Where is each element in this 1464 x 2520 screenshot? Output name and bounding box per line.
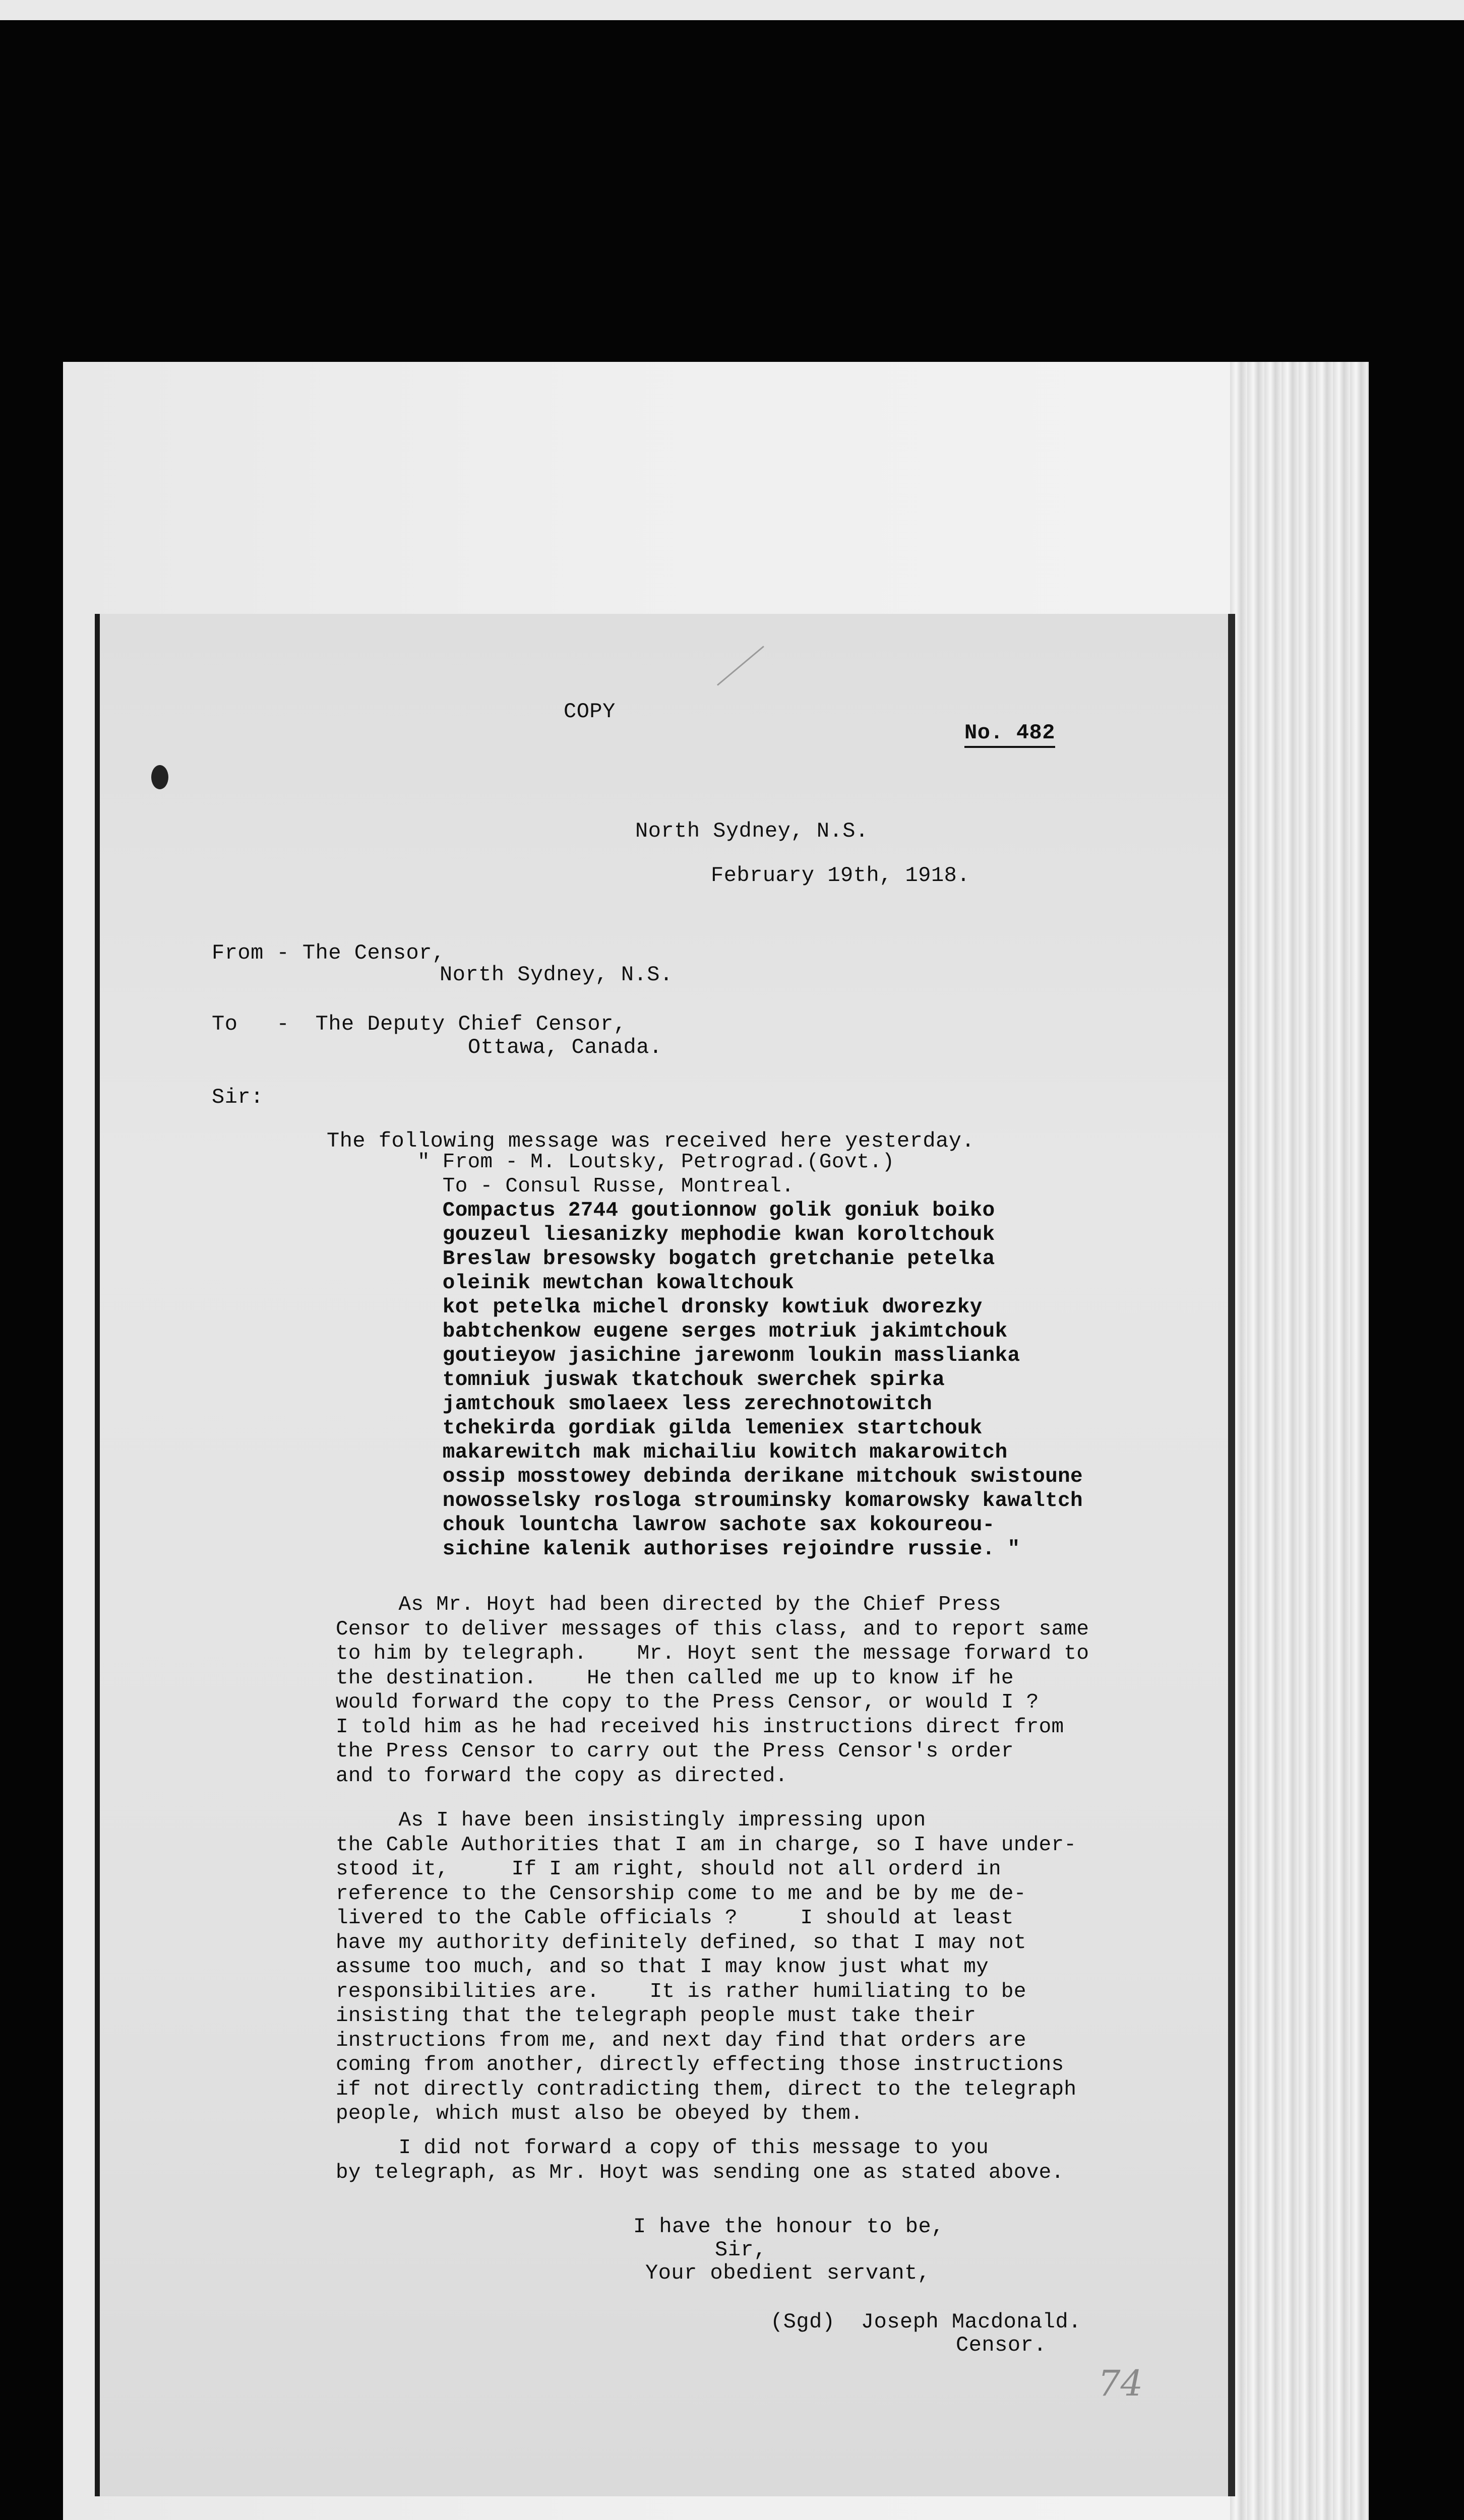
from-line: From - The Censor, bbox=[212, 941, 445, 965]
to-line: To - The Deputy Chief Censor, bbox=[212, 1012, 627, 1036]
paragraph-line: coming from another, directly effecting those instructions bbox=[336, 2053, 1064, 2076]
document-number: No. 482 bbox=[964, 721, 1055, 745]
paragraph-line: to him by telegraph. Mr. Hoyt sent the message forward to bbox=[336, 1642, 1089, 1665]
paragraph-line: insisting that the telegraph people must take their bbox=[336, 2004, 977, 2028]
paragraph-line: I told him as he had received his instructions direct from bbox=[336, 1715, 1064, 1739]
copy-label: COPY bbox=[564, 700, 616, 724]
punch-hole bbox=[151, 765, 168, 789]
paragraph-line: livered to the Cable officials ? I should at least bbox=[336, 1907, 1014, 1930]
message-line: chouk lountcha lawrow sachote sax kokoureou- bbox=[417, 1514, 995, 1537]
paragraph-line: Censor to deliver messages of this class, and to report same bbox=[336, 1617, 1089, 1641]
paragraph-line: stood it, If I am right, should not all orderd in bbox=[336, 1858, 1001, 1881]
message-line: kot petelka michel dronsky kowtiuk dworezky bbox=[417, 1296, 983, 1319]
paragraph-line: people, which must also be obeyed by them. bbox=[336, 2102, 863, 2125]
letter-page bbox=[95, 614, 1235, 2496]
message-line: gouzeul liesanizky mephodie kwan koroltchouk bbox=[417, 1223, 995, 1246]
message-line: sichine kalenik authorises rejoindre russie. " bbox=[417, 1538, 1020, 1561]
salutation: Sir: bbox=[212, 1085, 264, 1109]
film-top-strip bbox=[0, 0, 1464, 20]
paragraph-line: As Mr. Hoyt had been directed by the Chief Press bbox=[336, 1593, 1001, 1616]
message-line: goutieyow jasichine jarewonm loukin masslianka bbox=[417, 1344, 1020, 1367]
paragraph-line: would forward the copy to the Press Censor, or would I ? bbox=[336, 1691, 1039, 1714]
paragraph-line: I did not forward a copy of this message to you bbox=[336, 2136, 989, 2160]
message-line: jamtchouk smolaeex less zerechnotowitch bbox=[417, 1393, 933, 1416]
signature-title: Censor. bbox=[956, 2333, 1047, 2357]
paragraph-line: the destination. He then called me up to know if he bbox=[336, 1666, 1014, 1690]
to-address: Ottawa, Canada. bbox=[468, 1035, 662, 1059]
paragraph-line: reference to the Censorship come to me and be by me de- bbox=[336, 1882, 1026, 1906]
handwritten-page-number: 74 bbox=[1098, 2363, 1143, 2404]
signature: (Sgd) Joseph Macdonald. bbox=[770, 2310, 1081, 2334]
letter-place: North Sydney, N.S. bbox=[635, 819, 869, 843]
paragraph-line: the Press Censor to carry out the Press Censor's order bbox=[336, 1740, 1014, 1763]
intro-line: The following message was received here yesterday. bbox=[327, 1129, 975, 1153]
closing-sir: Sir, bbox=[715, 2238, 767, 2262]
message-line: tomniuk juswak tkatchouk swerchek spirka bbox=[417, 1368, 945, 1392]
message-line: ossip mosstowey debinda derikane mitchouk swistoune bbox=[417, 1465, 1083, 1488]
paragraph-line: have my authority definitely defined, so that I may not bbox=[336, 1931, 1026, 1955]
message-line: To - Consul Russe, Montreal. bbox=[417, 1175, 795, 1198]
paragraph-line: responsibilities are. It is rather humiliating to be bbox=[336, 1980, 1026, 2003]
message-line: babtchenkow eugene serges motriuk jakimtchouk bbox=[417, 1320, 1008, 1343]
paragraph-line: the Cable Authorities that I am in charge, so I have under- bbox=[336, 1833, 1077, 1857]
closing-line: I have the honour to be, bbox=[633, 2215, 944, 2239]
paper-scratch bbox=[717, 646, 764, 685]
backing-sheet-edge bbox=[1230, 362, 1369, 2520]
message-line: Compactus 2744 goutionnow golik goniuk boiko bbox=[417, 1199, 995, 1222]
paragraph-line: and to forward the copy as directed. bbox=[336, 1764, 788, 1788]
paragraph-line: instructions from me, and next day find that orders are bbox=[336, 2029, 1026, 2052]
letter-date: February 19th, 1918. bbox=[711, 863, 970, 888]
message-line: oleinik mewtchan kowaltchouk bbox=[417, 1272, 795, 1295]
closing-servant: Your obedient servant, bbox=[645, 2261, 931, 2285]
message-line: Breslaw bresowsky bogatch gretchanie petelka bbox=[417, 1247, 995, 1271]
paragraph-line: assume too much, and so that I may know just what my bbox=[336, 1956, 989, 1979]
message-line: " From - M. Loutsky, Petrograd.(Govt.) bbox=[417, 1151, 895, 1174]
paragraph-line: if not directly contradicting them, direct to the telegraph bbox=[336, 2077, 1077, 2101]
message-line: tchekirda gordiak gilda lemeniex startchouk bbox=[417, 1417, 983, 1440]
paragraph-line: by telegraph, as Mr. Hoyt was sending one as stated above. bbox=[336, 2161, 1064, 2184]
message-line: nowosselsky rosloga strouminsky komarowsky kawaltch bbox=[417, 1489, 1083, 1513]
message-line: makarewitch mak michailiu kowitch makarowitch bbox=[417, 1441, 1008, 1464]
from-address: North Sydney, N.S. bbox=[440, 963, 673, 987]
paragraph-line: As I have been insistingly impressing upon bbox=[336, 1809, 926, 1832]
